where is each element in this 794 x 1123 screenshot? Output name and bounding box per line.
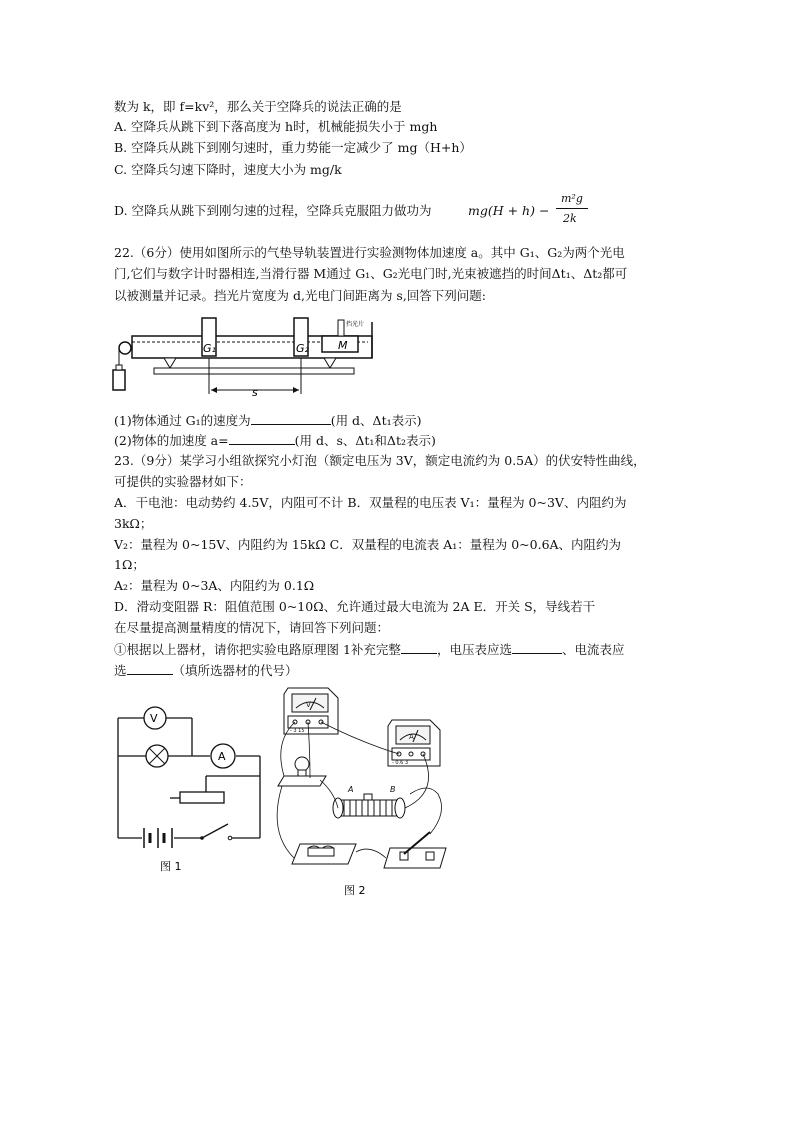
battery-box-icon [292,844,356,864]
q22-subquestion-2 [114,432,436,449]
q22-s2-prefix: (2)物体的加速度 a= [114,433,229,448]
base-plate [154,368,354,374]
switch-icon [200,836,204,840]
q23-10-c: 、电流表应 [561,642,625,657]
circuit-diagram-figure1 [110,700,270,880]
q23-10-a: ①根据以上器材，请你把实验电路原理图 1补充完整 [114,642,401,657]
rheostat-label-b: B [390,785,396,794]
battery-icon [144,828,172,848]
q23-11-b: （填所选器材的代号） [172,663,298,678]
figure2-caption: 图 2 [344,884,366,897]
q23-line-3: A．干电池：电动势约 4.5V，内阻可不计 B．双量程的电压表 V₁：量程为 0~3V、内阻约为 [114,495,627,510]
pulley-icon [119,342,131,354]
answer-blank-circuit[interactable] [401,641,437,654]
answer-blank-1[interactable] [251,412,331,425]
label-m: M [338,339,348,352]
q23-line-6: 1Ω； [114,557,145,572]
q22-s1-suffix: (用 d、Δt₁表示) [330,413,422,428]
label-s: s [252,386,258,399]
q22-line-1: 22.（6分）使用如图所示的气垫导轨装置进行实验测物体加速度 a。其中 G₁、G₂为两个光电 [114,245,625,260]
q23-line-9: 在尽量提高测量精度的情况下，请回答下列问题： [114,620,390,635]
label-g2: G₂ [296,342,309,355]
q23-line-11 [114,662,298,679]
voltmeter-label: V [150,712,158,725]
q22-s1-prefix: (1)物体通过 G₁的速度为 [114,413,251,428]
q22-subquestion-1 [114,412,421,429]
label-shutter: 挡光片 [346,321,365,328]
question-21-stem-end: 数为 k，即 f=kv²，那么关于空降兵的说法正确的是 [114,99,402,114]
q23-line-1: 23.（9分）某学习小组欲探究小灯泡（额定电压为 3V，额定电流约为 0.5A）的伏安特性曲线， [114,453,646,468]
q23-10-b: ，电压表应选 [436,642,512,657]
support-left-icon [164,358,176,368]
q23-line-4: 3kΩ； [114,516,153,531]
option-b: B. 空降兵从跳下到刚匀速时，重力势能一定减少了 mg（H+h） [114,140,472,155]
q23-line-7: A₂：量程为 0~3A、内阻约为 0.1Ω [114,578,315,593]
answer-blank-2[interactable] [229,432,295,445]
q23-line-10 [114,641,624,658]
q23-line-5: V₂：量程为 0~15V、内阻约为 15kΩ C．双量程的电流表 A₁：量程为 0~0.6A、内阻约为 [114,537,622,552]
option-d-formula-main: mg(H + h) − [468,203,550,218]
q22-s2-suffix: (用 d、s、Δt₁和Δt₂表示) [294,433,436,448]
q22-line-3: 以被测量并记录。挡光片宽度为 d,光电门间距离为 s,回答下列问题: [114,288,487,303]
option-a: A. 空降兵从跳下到下落高度为 h时，机械能损失小于 mgh [114,119,438,134]
hanging-weight-icon [113,370,125,390]
option-c: C. 空降兵匀速下降时，速度大小为 mg/k [114,162,342,177]
q23-line-2: 可提供的实验器材如下： [114,474,252,489]
apparatus-figure2 [270,682,460,897]
label-g1: G₁ [203,342,216,355]
shutter-icon [338,320,344,336]
support-right-icon [324,358,336,368]
switch-device-icon [384,832,446,868]
option-d-formula-denominator: 2k [563,212,577,225]
ammeter-label: A [218,750,226,763]
fraction-bar [556,208,588,209]
voltmeter-scale: - 3 15 [290,728,305,734]
answer-blank-voltmeter[interactable] [512,641,562,654]
answer-blank-ammeter[interactable] [127,662,173,675]
q23-11-a: 选 [114,663,127,678]
ammeter-scale: - 0.6 3 [392,760,409,766]
voltmeter-device-label: V [306,701,311,709]
rheostat-label-a: A [348,785,354,794]
figure1-caption: 图 1 [160,860,182,873]
air-track-figure [110,312,390,402]
bulb-device-icon [278,757,326,786]
q22-line-2: 门,它们与数字计时器相连,当滑行器 M通过 G₁、G₂光电门时,光束被遮挡的时间Δt₁、Δt₂都可 [114,266,628,281]
q23-line-8: D．滑动变阻器 R：阻值范围 0~10Ω、允许通过最大电流为 2A E．开关 S，导线若干 [114,599,596,614]
ammeter-device-label: A [409,733,414,741]
option-d-formula-numerator: m²g [561,192,583,205]
option-d: D. 空降兵从跳下到刚匀速的过程，空降兵克服阻力做功为 [114,203,432,218]
rheostat-device-icon [333,794,405,818]
